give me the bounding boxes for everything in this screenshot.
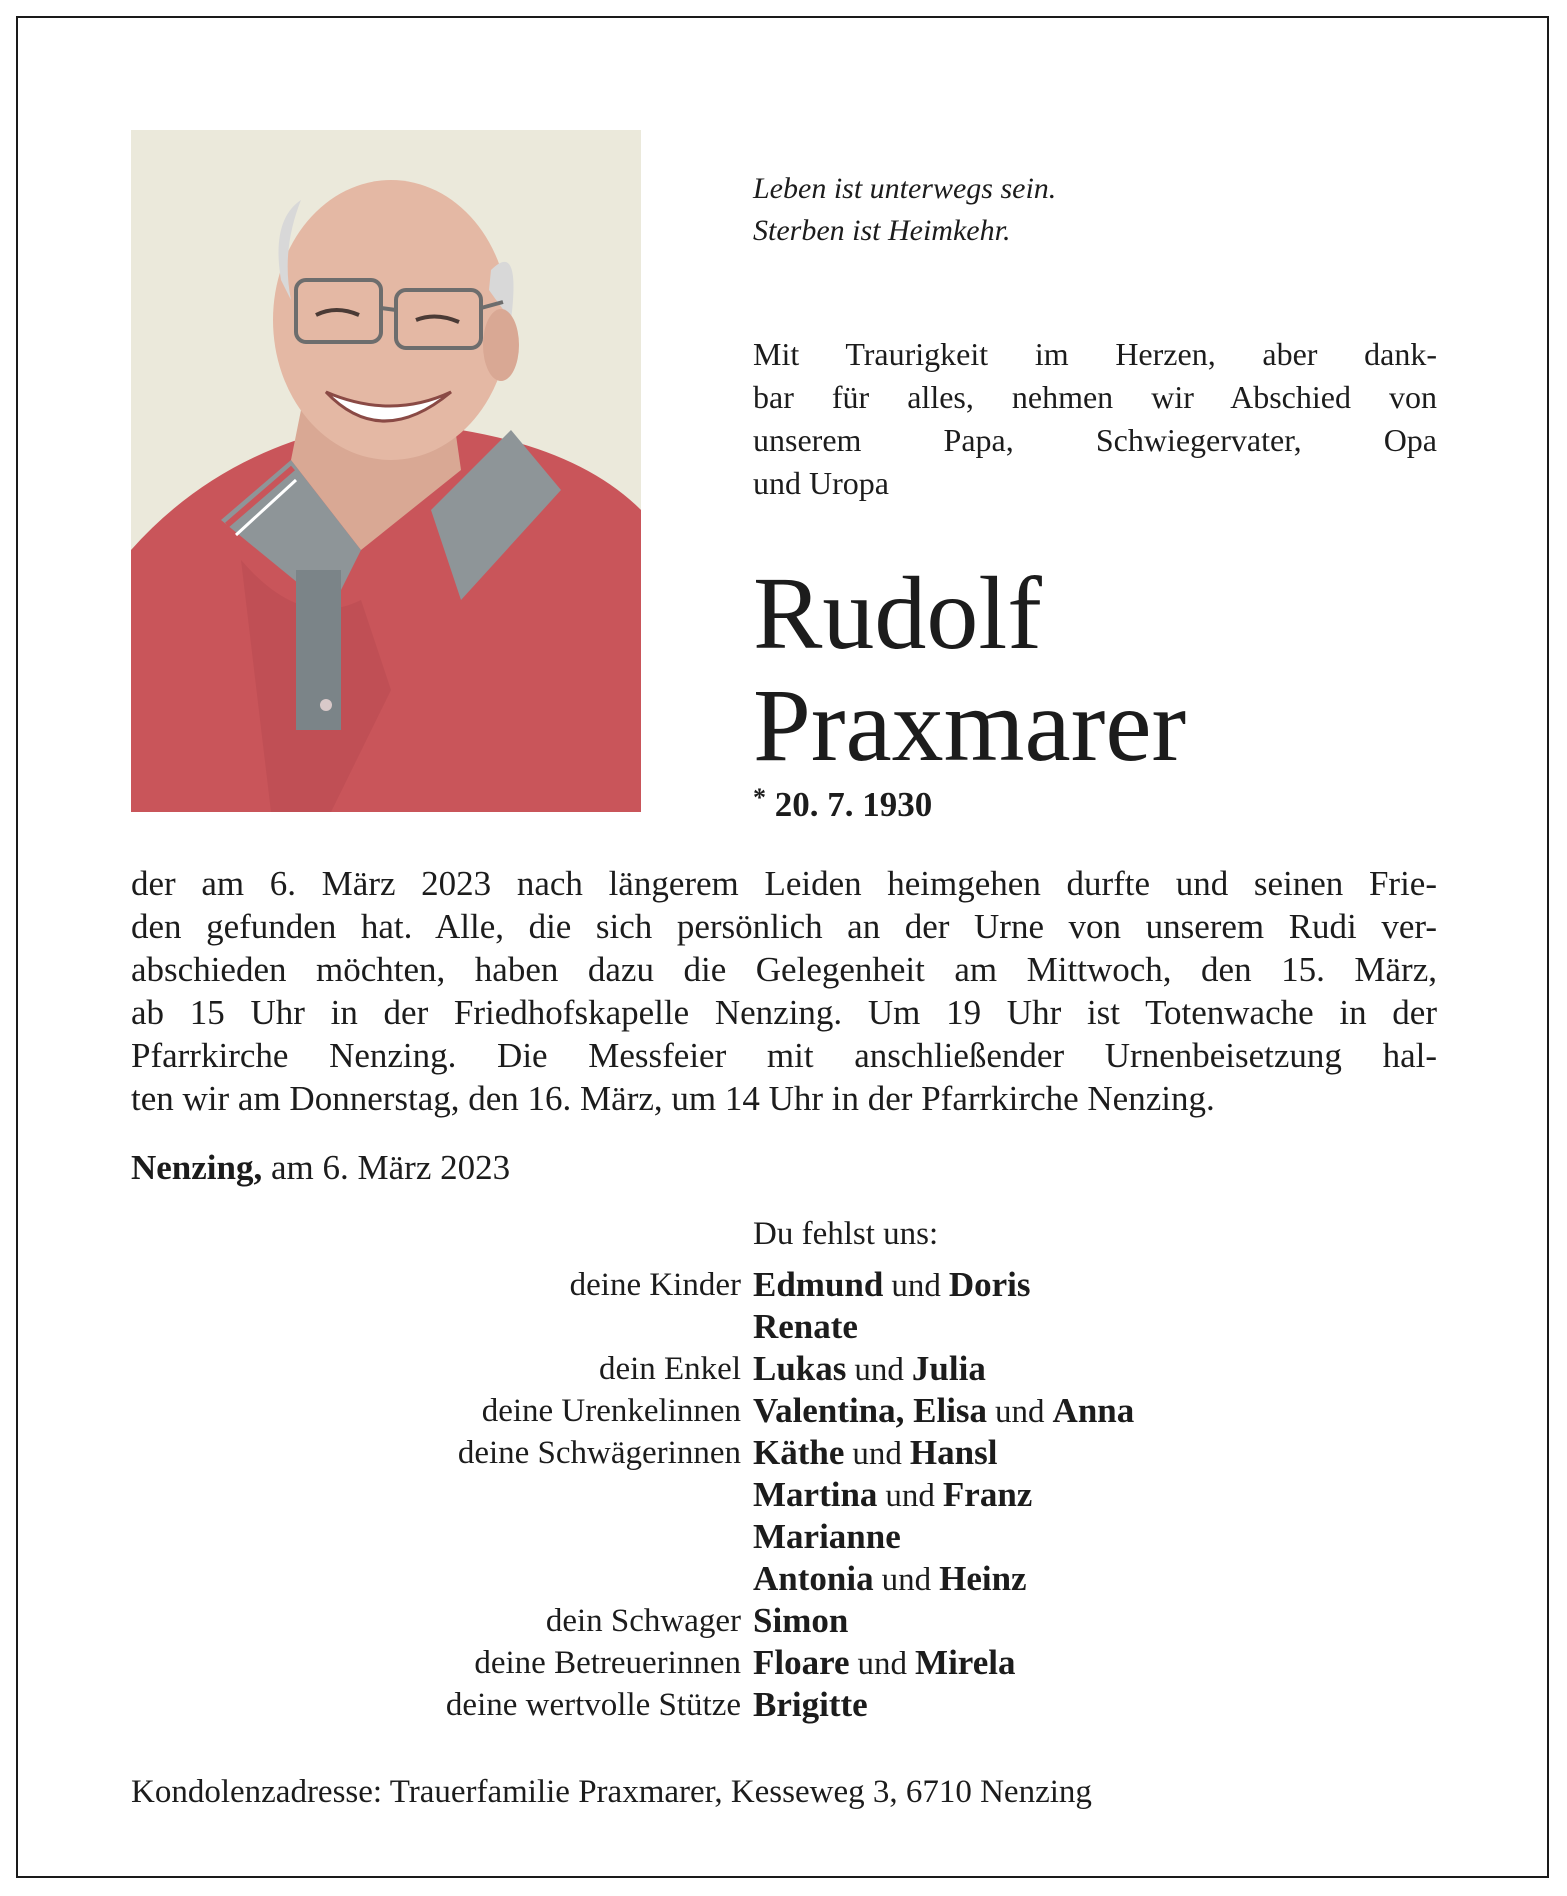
family-name: Renate [753, 1307, 858, 1346]
birth-symbol: * [753, 783, 766, 812]
portrait-photo [131, 130, 641, 812]
body-line-4: ab 15 Uhr in der Friedhofskapelle Nenzing. Um 19 Uhr ist Totenwache in der [131, 993, 1437, 1032]
family-name: Julia [911, 1349, 986, 1388]
family-names [753, 1348, 986, 1390]
family-name: Franz [942, 1475, 1033, 1514]
body-line-2: den gefunden hat. Alle, die sich persönlich an der Urne von unserem Rudi ver- [131, 907, 1437, 946]
family-names [753, 1264, 1031, 1306]
family-name: Valentina, Elisa [753, 1391, 988, 1430]
condolence-address: Kondolenzadresse: Trauerfamilie Praxmarer, Kesseweg 3, 6710 Nenzing [131, 1774, 1092, 1810]
date: am 6. März 2023 [271, 1148, 511, 1187]
quote-line-2: Sterben ist Heimkehr. [753, 214, 1011, 247]
family-row [131, 1306, 1437, 1348]
portrait-illustration [131, 130, 641, 812]
family-relation: deine Urenkelinnen [481, 1393, 741, 1429]
first-name: Rudolf [753, 556, 1042, 671]
family-and: und [854, 1352, 904, 1388]
family-names [753, 1474, 1032, 1516]
family-and: und [881, 1562, 932, 1598]
family-relation: deine wertvolle Stütze [445, 1687, 741, 1723]
family-relation: dein Schwager [545, 1603, 741, 1639]
family-name: Marianne [753, 1517, 901, 1556]
family-relation: deine Kinder [569, 1267, 741, 1303]
family-names [753, 1306, 858, 1348]
family-name: Käthe [753, 1433, 845, 1472]
quote-line-1: Leben ist unterwegs sein. [753, 172, 1057, 205]
family-name: Heinz [939, 1559, 1027, 1598]
body-text [131, 862, 1437, 1120]
family-row [131, 1642, 1437, 1684]
birth-date-line [753, 783, 932, 825]
family-name: Hansl [909, 1433, 998, 1472]
last-name: Praxmarer [753, 668, 1187, 783]
family-row [131, 1264, 1437, 1306]
family-names [753, 1516, 901, 1558]
intro-text [753, 333, 1437, 505]
deceased-name [753, 558, 1186, 782]
family-and: und [885, 1478, 935, 1514]
family-names [753, 1642, 1015, 1684]
family-relation: deine Schwägerinnen [457, 1435, 741, 1471]
family-relation [131, 1558, 753, 1600]
family-names [753, 1684, 868, 1726]
family-row [131, 1600, 1437, 1642]
body-line-3: abschieden möchten, haben dazu die Gelegenheit am Mittwoch, den 15. März, [131, 950, 1437, 989]
intro-line-2: bar für alles, nehmen wir Abschied von [753, 379, 1437, 415]
family-and: und [995, 1394, 1045, 1430]
family-row [131, 1558, 1437, 1600]
body-line-1: der am 6. März 2023 nach längerem Leiden heimgehen durfte und seinen Frie- [131, 864, 1437, 903]
family-name: Anna [1052, 1391, 1135, 1430]
place: Nenzing, [131, 1148, 263, 1187]
family-and: und [891, 1268, 941, 1304]
family-relation: deine Betreuerinnen [474, 1645, 741, 1681]
family-list [131, 1264, 1437, 1726]
place-date [131, 1148, 510, 1188]
birth-date: 20. 7. 1930 [774, 785, 933, 824]
intro-line-4: und Uropa [753, 465, 889, 501]
family-row [131, 1348, 1437, 1390]
family-row [131, 1474, 1437, 1516]
family-name: Doris [948, 1265, 1031, 1304]
family-and: und [852, 1436, 902, 1472]
family-name: Martina [753, 1475, 878, 1514]
body-line-5: Pfarrkirche Nenzing. Die Messfeier mit anschließender Urnenbeisetzung hal- [131, 1036, 1437, 1075]
family-names [753, 1390, 1134, 1432]
quote [753, 168, 1056, 252]
family-name: Lukas [753, 1349, 847, 1388]
family-and: und [857, 1646, 908, 1682]
family-name: Mirela [915, 1643, 1016, 1682]
family-relation [131, 1474, 753, 1516]
family-names [753, 1558, 1027, 1600]
family-relation [131, 1306, 753, 1348]
family-row [131, 1684, 1437, 1726]
family-name: Brigitte [753, 1685, 868, 1724]
family-relation: dein Enkel [598, 1351, 741, 1387]
missing-you-text: Du fehlst uns: [753, 1216, 939, 1252]
family-row [131, 1390, 1437, 1432]
family-names [753, 1600, 848, 1642]
family-names [753, 1432, 997, 1474]
family-relation [131, 1516, 753, 1558]
intro-line-1: Mit Traurigkeit im Herzen, aber dank- [753, 336, 1437, 372]
family-row [131, 1432, 1437, 1474]
family-name: Simon [753, 1601, 849, 1640]
family-name: Floare [753, 1643, 850, 1682]
body-line-6: ten wir am Donnerstag, den 16. März, um 14 Uhr in der Pfarrkirche Nenzing. [131, 1079, 1215, 1118]
family-row [131, 1516, 1437, 1558]
family-name: Antonia [753, 1559, 874, 1598]
intro-line-3: unserem Papa, Schwiegervater, Opa [753, 422, 1437, 458]
family-name: Edmund [753, 1265, 884, 1304]
